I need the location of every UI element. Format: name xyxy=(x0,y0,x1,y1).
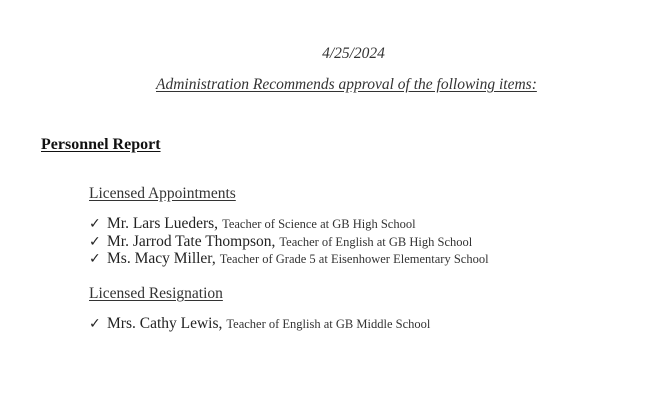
checkmark-icon: ✓ xyxy=(89,251,101,267)
document-date: 4/25/2024 xyxy=(322,45,385,62)
document-subtitle: Administration Recommends approval of the following items: xyxy=(156,76,537,93)
list-item xyxy=(89,215,489,233)
person-name: Mr. Lars Lueders, xyxy=(107,215,219,232)
person-name: Ms. Macy Miller, xyxy=(107,250,216,267)
section-title: Personnel Report xyxy=(41,136,161,153)
list-item xyxy=(89,233,489,251)
person-role: Teacher of English at GB High School xyxy=(279,234,473,249)
list-item xyxy=(89,315,430,333)
person-role: Teacher of Grade 5 at Eisenhower Elementary School xyxy=(219,252,489,266)
group-heading-appointments: Licensed Appointments xyxy=(89,185,236,202)
person-role: Teacher of Science at GB High School xyxy=(222,217,416,231)
person-role: Teacher of English at GB Middle School xyxy=(226,317,431,331)
checkmark-icon: ✓ xyxy=(89,216,101,232)
checkmark-icon: ✓ xyxy=(89,316,101,332)
person-name: Mr. Jarrod Tate Thompson, xyxy=(107,232,276,250)
group-heading-resignation: Licensed Resignation xyxy=(89,285,223,302)
person-name: Mrs. Cathy Lewis, xyxy=(107,315,223,332)
appointments-list xyxy=(89,215,489,268)
checkmark-icon: ✓ xyxy=(89,233,101,250)
list-item xyxy=(89,250,489,268)
resignation-list xyxy=(89,315,430,333)
